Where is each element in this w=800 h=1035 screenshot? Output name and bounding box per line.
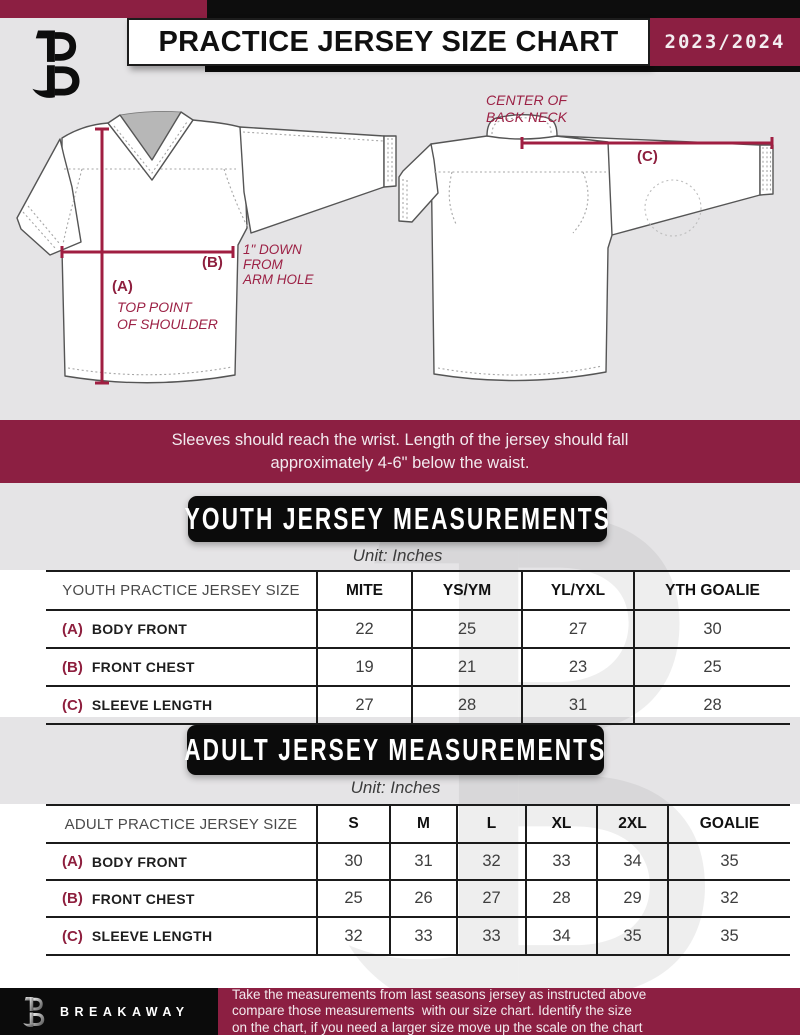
row-key: (A): [62, 620, 83, 638]
youth-size-table: [46, 570, 790, 725]
adult-col-2xl: 2XL: [596, 806, 667, 842]
header-maroon-strip: [0, 0, 207, 18]
youth-col-ysym: YS/YM: [411, 572, 521, 609]
measure-b-key: (B): [202, 254, 223, 271]
adult-header-row: [46, 804, 790, 844]
fit-notice-line2: approximately 4-6" below the waist.: [270, 453, 530, 472]
breakaway-logo-icon: [30, 26, 92, 100]
table-row: (C) SLEEVE LENGTH 32 33 33 34 35 35: [46, 918, 790, 956]
adult-col-goalie: GOALIE: [667, 806, 790, 842]
jersey-diagrams: [0, 72, 800, 420]
table-row: (C) SLEEVE LENGTH 27 28 31 28: [46, 687, 790, 725]
youth-unit-label: Unit: Inches: [352, 546, 443, 565]
youth-size-label: YOUTH PRACTICE JERSEY SIZE: [62, 582, 300, 599]
breakaway-footer-logo-icon: [22, 995, 50, 1028]
footer-note-line3: on the chart, if you need a larger size move up the scale on the chart: [232, 1019, 643, 1035]
footer-note-line1: Take the measurements from last seasons jersey as instructed above: [232, 986, 647, 1002]
youth-header-row: [46, 570, 790, 611]
page-title-box: [127, 18, 650, 66]
youth-col-mite: MITE: [316, 572, 411, 609]
youth-section-title: YOUTH JERSEY MEASUREMENTS: [184, 501, 611, 536]
adult-size-table: [46, 804, 790, 956]
measure-a-caption: TOP POINT OF SHOULDER: [117, 299, 218, 332]
table-row: (B) FRONT CHEST 25 26 27 28 29 32: [46, 881, 790, 918]
row-label: FRONT CHEST: [91, 890, 195, 907]
front-jersey-drawing: [17, 111, 396, 382]
row-label: FRONT CHEST: [91, 659, 195, 675]
fit-notice-banner: [0, 420, 800, 483]
row-label: SLEEVE LENGTH: [91, 928, 213, 944]
youth-col-ylyxl: YL/YXL: [521, 572, 633, 609]
youth-section-banner: [184, 496, 611, 542]
row-key: (C): [62, 696, 83, 714]
adult-col-l: L: [456, 806, 525, 842]
footer-brand-name: BREAKAWAY: [60, 1004, 190, 1019]
measure-b-caption: 1" DOWN FROM ARM HOLE: [243, 242, 314, 287]
youth-col-goalie: YTH GOALIE: [633, 572, 790, 609]
back-jersey-drawing: [399, 115, 773, 381]
adult-col-s: S: [316, 806, 389, 842]
adult-unit-label: Unit: Inches: [350, 778, 441, 797]
adult-section-banner: [184, 725, 607, 775]
measure-c-key: (C): [637, 148, 658, 165]
page-title: PRACTICE JERSEY SIZE CHART: [158, 25, 619, 58]
row-label: SLEEVE LENGTH: [91, 697, 213, 713]
table-row: (B) FRONT CHEST 19 21 23 25: [46, 649, 790, 687]
row-key: (B): [62, 890, 83, 907]
adult-section-title: ADULT JERSEY MEASUREMENTS: [184, 732, 607, 767]
table-row: (A) BODY FRONT 22 25 27 30: [46, 611, 790, 649]
jersey-diagram-canvas: [0, 72, 800, 420]
adult-size-label: ADULT PRACTICE JERSEY SIZE: [64, 815, 298, 833]
season-badge: [650, 18, 800, 66]
table-row: (A) BODY FRONT 30 31 32 33 34 35: [46, 844, 790, 881]
footer-brand-block: [0, 988, 218, 1035]
row-label: BODY FRONT: [91, 621, 188, 637]
fit-notice-line1: Sleeves should reach the wrist. Length of the jersey should fall: [171, 430, 629, 449]
adult-col-xl: XL: [525, 806, 596, 842]
row-key: (B): [62, 658, 83, 676]
measure-a-key: (A): [112, 278, 133, 295]
adult-col-m: M: [389, 806, 456, 842]
footer-note-line2: compare those measurements with our size chart. Identify the size: [232, 1003, 632, 1019]
season-label: 2023/2024: [664, 31, 786, 53]
row-key: (C): [62, 927, 83, 945]
measure-c-caption: CENTER OF BACK NECK: [486, 92, 567, 125]
footer-instructions-block: [218, 988, 800, 1035]
row-key: (A): [62, 853, 83, 870]
row-label: BODY FRONT: [91, 853, 188, 870]
